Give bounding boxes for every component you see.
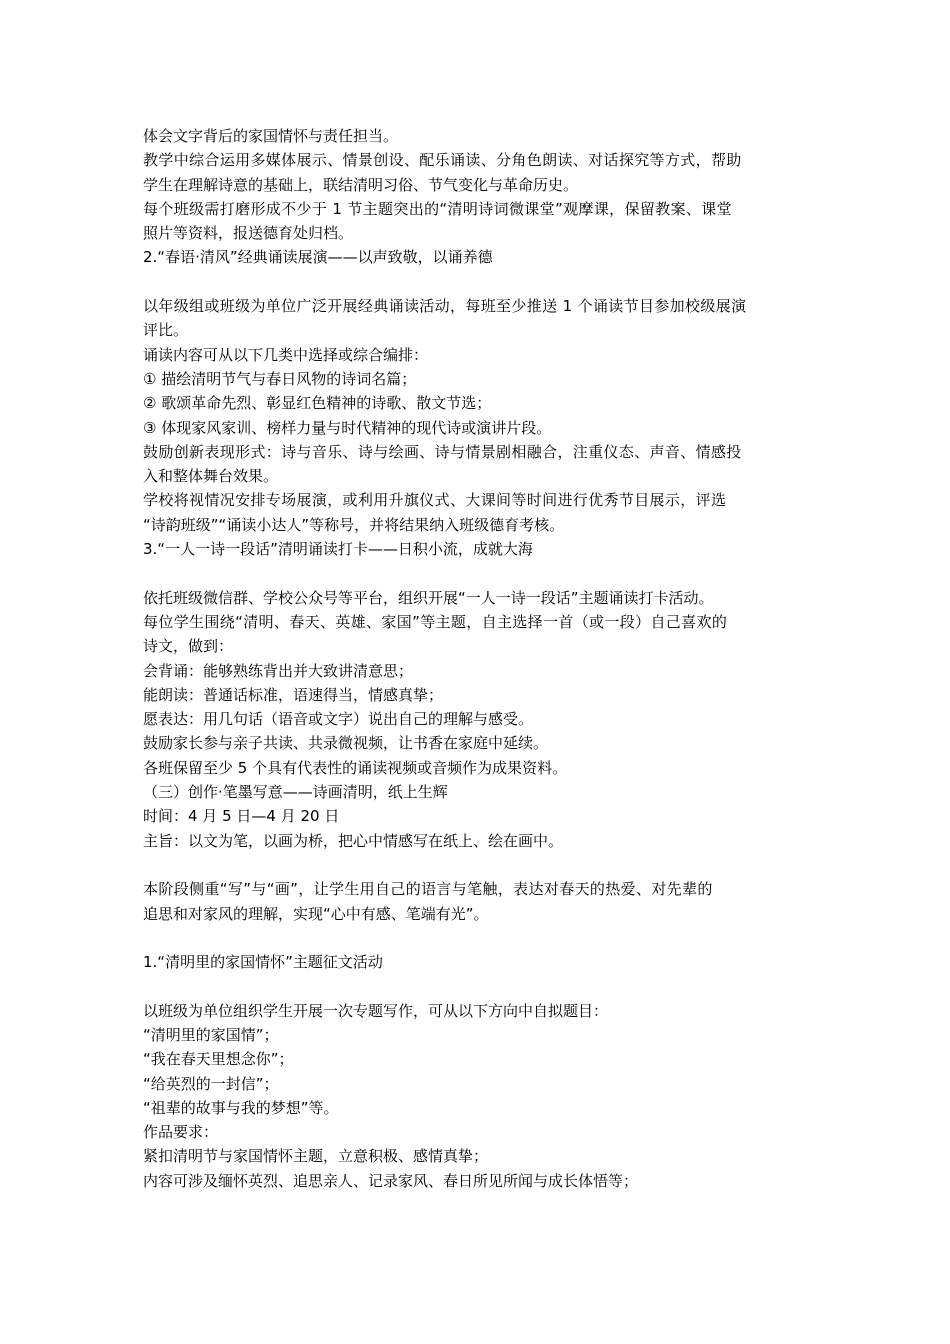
list-item: 会背诵：能够熟练背出并大致讲清意思； — [143, 661, 414, 680]
list-item: “清明里的家国情”； — [143, 1025, 279, 1044]
text-line: 诗文，做到： — [143, 637, 234, 656]
text-line: 评比。 — [143, 321, 189, 340]
text-line: 作品要求： — [143, 1123, 219, 1142]
text-line: 以年级组或班级为单位广泛开展经典诵读活动，每班至少推送 1 个诵读节目参加校级展演 — [143, 297, 747, 316]
text-line: 教学中综合运用多媒体展示、情景创设、配乐诵读、分角色朗读、对话探究等方式，帮助 — [143, 151, 742, 170]
text-line: 时间：4 月 5 日—4 月 20 日 — [143, 807, 340, 826]
text-line: 照片等资料，报送德育处归档。 — [143, 224, 354, 243]
list-item: “祖辈的故事与我的梦想”等。 — [143, 1098, 339, 1117]
text-line: 诵读内容可从以下几类中选择或综合编排： — [143, 345, 429, 364]
text-line: 学生在理解诗意的基础上，联结清明习俗、节气变化与革命历史。 — [143, 175, 579, 194]
list-item: ② 歌颂革命先烈、彰显红色精神的诗歌、散文节选； — [143, 394, 492, 413]
list-item: ③ 体现家风家训、榜样力量与时代精神的现代诗或演讲片段。 — [143, 418, 552, 437]
list-item: “我在春天里想念你”； — [143, 1050, 294, 1069]
text-line: 入和整体舞台效果。 — [143, 467, 279, 486]
text-line: 本阶段侧重“写”与“画”，让学生用自己的语言与笔触，表达对春天的热爱、对先辈的 — [143, 880, 713, 899]
text-line: “诗韵班级”“诵读小达人”等称号，并将结果纳入班级德育考核。 — [143, 515, 565, 534]
document-body — [143, 124, 811, 1193]
text-line: 鼓励家长参与亲子共读、共录微视频，让书香在家庭中延续。 — [143, 734, 549, 753]
list-item: ① 描绘清明节气与春日风物的诗词名篇； — [143, 369, 417, 388]
blank-line — [143, 561, 811, 585]
blank-line — [143, 853, 811, 877]
text-line: 学校将视情况安排专场展演，或利用升旗仪式、大课间等时间进行优秀节目展示，评选 — [143, 491, 727, 510]
blank-line — [143, 270, 811, 294]
section-heading: （三）创作·笔墨写意——诗画清明，纸上生辉 — [143, 783, 448, 802]
list-item: 能朗读：普通话标准，语速得当，情感真挚； — [143, 685, 444, 704]
text-line: 体会文字背后的家国情怀与责任担当。 — [143, 127, 399, 145]
list-item: 紧扣清明节与家国情怀主题，立意积极、感情真挚； — [143, 1147, 489, 1166]
section-heading: 2.“春语·清风”经典诵读展演——以声致敬，以诵养德 — [143, 248, 493, 267]
blank-line — [143, 926, 811, 950]
text-line: 依托班级微信群、学校公众号等平台，组织开展“一人一诗一段话”主题诵读打卡活动。 — [143, 588, 714, 607]
blank-line — [143, 974, 811, 998]
section-heading: 3.“一人一诗一段话”清明诵读打卡——日积小流，成就大海 — [143, 540, 533, 559]
text-line: 以班级为单位组织学生开展一次专题写作，可从以下方向中自拟题目： — [143, 1001, 609, 1020]
text-line: 追思和对家风的理解，实现“心中有感、笔端有光”。 — [143, 904, 489, 923]
text-line: 主旨：以文为笔，以画为桥，把心中情感写在纸上、绘在画中。 — [143, 831, 564, 850]
list-item: 内容可涉及缅怀英烈、追思亲人、记录家风、春日所见所闻与成长体悟等； — [143, 1171, 639, 1190]
list-item: 愿表达：用几句话（语音或文字）说出自己的理解与感受。 — [143, 710, 534, 729]
text-line: 鼓励创新表现形式：诗与音乐、诗与绘画、诗与情景剧相融合，注重仪态、声音、情感投 — [143, 442, 742, 461]
section-heading: 1.“清明里的家国情怀”主题征文活动 — [143, 953, 383, 972]
list-item: “给英烈的一封信”； — [143, 1074, 279, 1093]
text-line: 各班保留至少 5 个具有代表性的诵读视频或音频作为成果资料。 — [143, 758, 568, 777]
text-line: 每位学生围绕“清明、春天、英雄、家国”等主题，自主选择一首（或一段）自己喜欢的 — [143, 612, 728, 631]
text-line: 每个班级需打磨形成不少于 1 节主题突出的“清明诗词微课堂”观摩课，保留教案、课堂 — [143, 199, 732, 218]
